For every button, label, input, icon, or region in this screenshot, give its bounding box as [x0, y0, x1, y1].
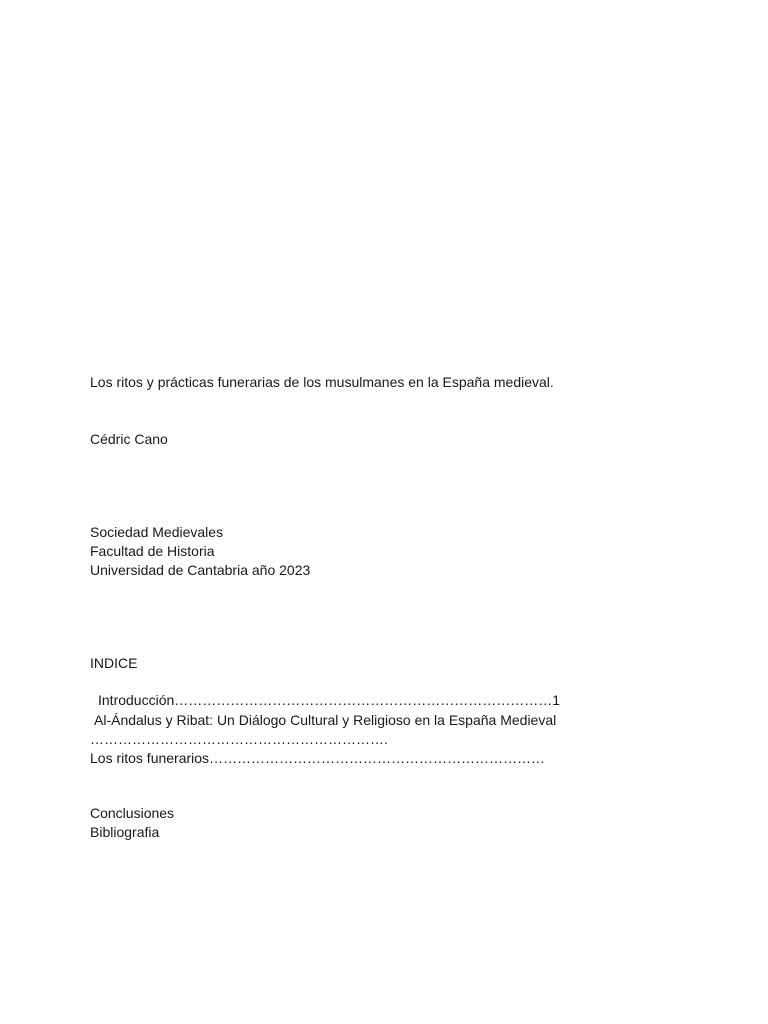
index-entry-conclusiones: Conclusiones	[90, 805, 175, 821]
affiliation-university: Universidad de Cantabria año 2023	[90, 562, 311, 578]
index-entry-al-andalus: Al-Ándalus y Ribat: Un Diálogo Cultural y Religioso en la España Medieval	[94, 712, 557, 728]
index-entry-bibliografia: Bibliografia	[90, 824, 160, 840]
index-entry-ritos-funerarios: Los ritos funerarios………………………………………………………………	[90, 750, 546, 766]
affiliation-society: Sociedad Medievales	[90, 524, 224, 540]
index-heading: INDICE	[90, 655, 138, 671]
index-entry-dots: ……………………………………………………….	[90, 731, 388, 747]
affiliation-faculty: Facultad de Historia	[90, 543, 215, 559]
author-name: Cédric Cano	[90, 431, 168, 447]
index-entry-introduccion: Introducción………………………………………………………………………1	[98, 692, 561, 708]
document-title: Los ritos y prácticas funerarias de los musulmanes en la España medieval.	[90, 374, 554, 390]
